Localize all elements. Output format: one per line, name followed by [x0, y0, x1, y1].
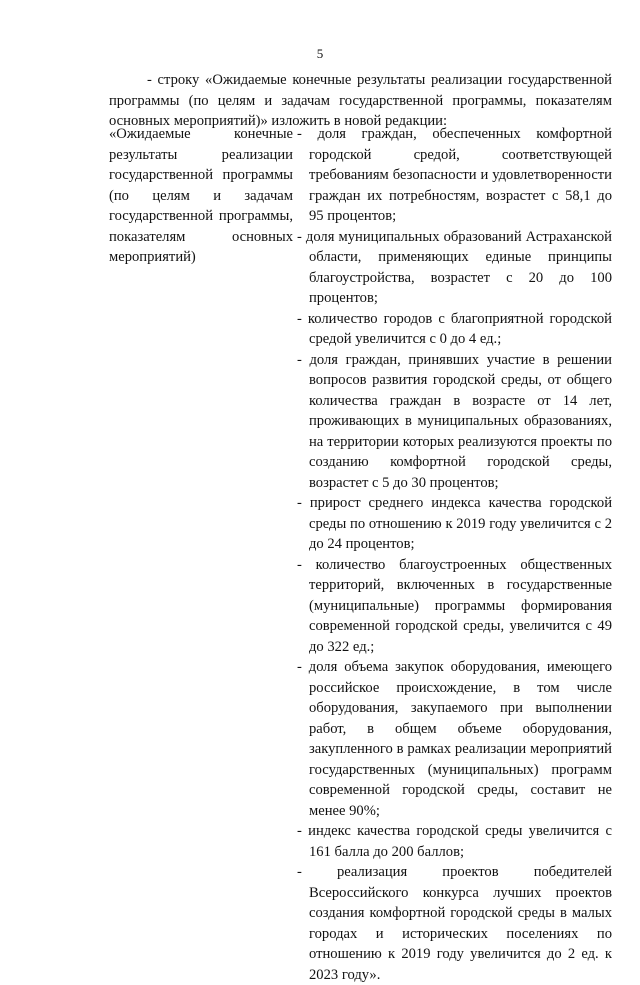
- list-item: - прирост среднего индекса качества городской среды по отношению к 2019 году увеличится с 2 до 24 процентов;: [297, 495, 612, 552]
- list-item: - реализация проектов победителей Всероссийского конкурса лучших проектов создания комфортной городской среды в малых городах и исторических поселениях по отношению к 2019 году увеличится до 2 ед. к 2023 году».: [297, 864, 612, 983]
- intro-paragraph: - строку «Ожидаемые конечные результаты реализации государственной программы (по целям и задачам государственной программы, показателям основных мероприятий)» изложить в новой редакции:: [109, 72, 612, 129]
- amendment-table: [109, 124, 612, 985]
- results-list: [297, 124, 612, 985]
- list-item: - доля граждан, обеспеченных комфортной городской средой, соответствующей требованиям безопасности и удовлетворенности граждан их потребностям, возрастет с 58,1 до 95 процентов;: [297, 126, 612, 224]
- row-heading: «Ожидаемые конечные результаты реализации государственной программы (по целям и задачам государственной программы, показателям основных мероприятий): [109, 126, 293, 265]
- list-item: - доля граждан, принявших участие в решении вопросов развития городской среды, от общего количества граждан в возрасте от 14 лет, проживающих в муниципальных образованиях, на территории которых реализуются проекты по созданию комфортной городской среды, возрастет с 5 до 30 процентов;: [297, 351, 612, 491]
- list-item: - количество городов с благоприятной городской средой увеличится с 0 до 4 ед.;: [297, 310, 612, 347]
- list-item: - доля муниципальных образований Астраханской области, применяющих единые принципы благоустройства, возрастет с 20 до 100 процентов;: [297, 228, 612, 306]
- list-item: - доля объема закупок оборудования, имеющего российское происхождение, в том числе оборудования, закупаемого при выполнении работ, в общем объеме оборудования, закупленного в рамках реализации мероприятий государственных (муниципальных) программ современной городской среды, составит не менее 90%;: [297, 659, 612, 819]
- list-item: - индекс качества городской среды увеличится с 161 балла до 200 баллов;: [297, 823, 612, 860]
- list-item: - количество благоустроенных общественных территорий, включенных в государственные (муниципальные) программы формирования современной городской среды, увеличится с 49 до 322 ед.;: [297, 556, 612, 655]
- page-number: 5: [316, 46, 324, 61]
